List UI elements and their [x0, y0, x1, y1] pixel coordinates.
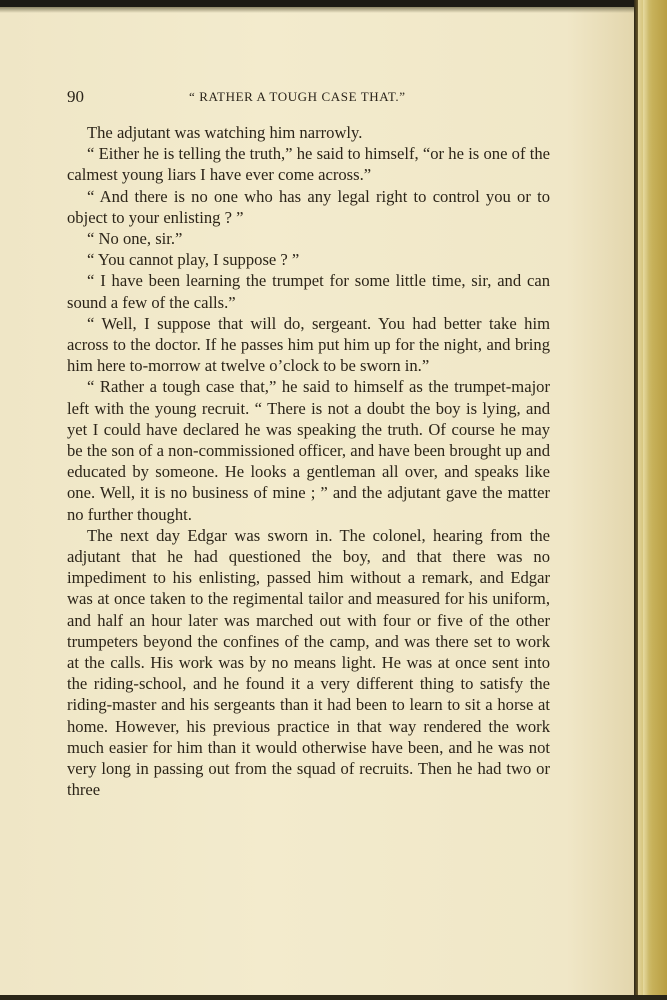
- paragraph: The adjutant was watching him narrowly.: [87, 123, 363, 142]
- paragraph: The next day Edgar was sworn in. The colonel, hearing from the adjutant that he had questioned the boy, and that there was no impediment to his enlisting, passed him without a remark, and Edgar was at once taken to the regimental tailor and measured for his uniform, and half an hour later was marched out with four or five of the other trumpeters beyond the confines of the camp, and was there set to work at the calls. His work was by no means light. He was at once sent into the riding-school, and he found it a very different thing to satisfy the riding-master and his sergeants than it had been to learn to sit a horse at home. However, his previous practice in that way rendered the work much easier for him than it would otherwise have been, and he was not very long in passing out from the squad of recruits. Then he had two or three: [67, 525, 550, 800]
- paragraph: “ Either he is telling the truth,” he said to himself, “or he is one of the calmest young liars I have ever come across.”: [67, 144, 550, 185]
- paragraph: “ I have been learning the trumpet for some little time, sir, and can sound a few of the calls.”: [67, 271, 550, 312]
- book-spine: [635, 0, 667, 1000]
- paragraph: “ You cannot play, I suppose ? ”: [87, 250, 300, 270]
- paragraph: “ Well, I suppose that will do, sergeant. You had better take him across to the doctor. If he passes him put him up for the night, and bring him here to-morrow at twelve o’clock to be sworn in.”: [67, 313, 550, 376]
- paragraph: “ No one, sir.”: [87, 229, 183, 249]
- body-text: [67, 122, 550, 801]
- page-header: [67, 87, 550, 109]
- paragraph: “ And there is no one who has any legal right to control you or to object to your enlisting ? ”: [67, 186, 550, 227]
- page-number: 90: [67, 87, 84, 106]
- page-bottom-edge: [0, 995, 667, 1000]
- book-spine-highlight: [643, 0, 649, 1000]
- book-spine-gutter: [634, 0, 638, 1000]
- page-top-shadow: [0, 7, 667, 13]
- page-top-edge: [0, 0, 667, 7]
- running-title: “ RATHER A TOUGH CASE THAT.”: [189, 89, 406, 104]
- paragraph: “ Rather a tough case that,” he said to himself as the trumpet-major left with the young recruit. “ There is not a doubt the boy is lying, and yet I could have declared he was speaking the truth. Of course he may be the son of a non-commissioned officer, and have been brought up and educated by someone. He looks a gentleman all over, and speaks like one. Well, it is no business of mine ; ” and the adjutant gave the matter no further thought.: [67, 377, 550, 524]
